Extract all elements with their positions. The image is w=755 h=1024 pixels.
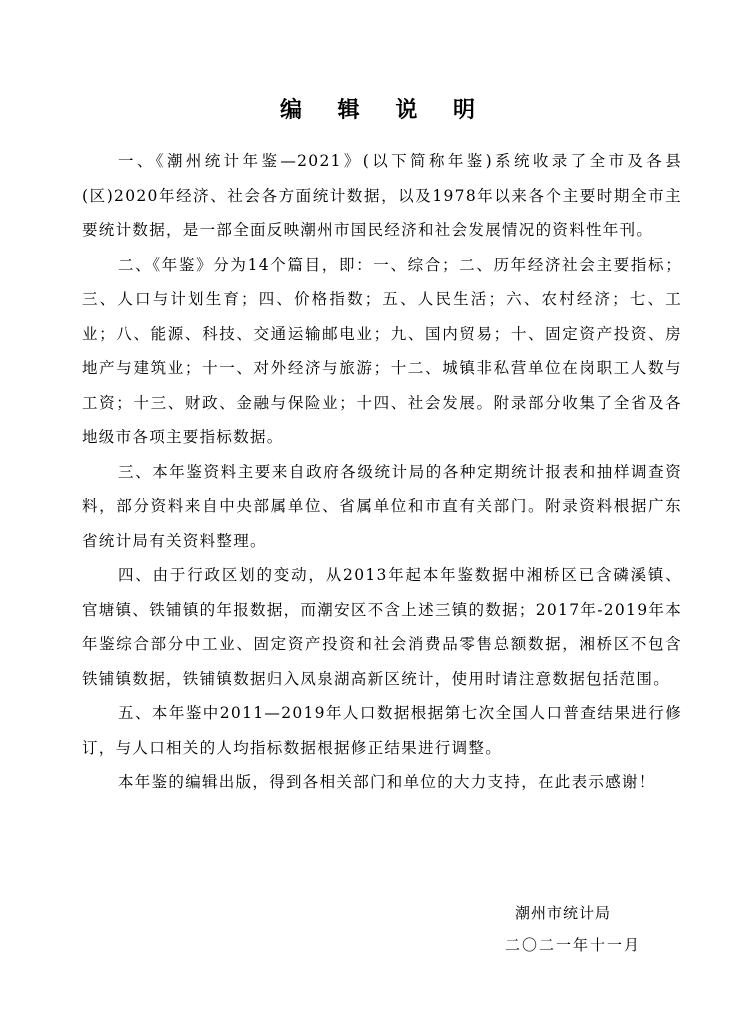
paragraph-4: 四、由于行政区划的变动，从2013年起本年鉴数据中湘桥区已含磷溪镇、官塘镇、铁铺镇的年报数据，而潮安区不含上述三镇的数据；2017年-2019年本年鉴综合部分中工业、固定资产投资和社会消费品零售总额数据，湘桥区不包含铁铺镇数据，铁铺镇数据归入凤泉湖高新区统计，使用时请注意数据包括范围。: [82, 566, 682, 688]
paragraph-3: 三、本年鉴资料主要来自政府各级统计局的各种定期统计报表和抽样调查资料，部分资料来自中央部属单位、省属单位和市直有关部门。附录资料根据广东省统计局有关资料整理。: [82, 462, 682, 550]
signature-date: 二〇二一年十一月: [505, 936, 642, 954]
paragraph-2: 二、《年鉴》分为14个篇目，即：一、综合；二、历年经济社会主要指标；三、人口与计划生育；四、价格指数；五、人民生活；六、农村经济；七、工业；八、能源、科技、交通运输邮电业；九、国内贸易；十、固定资产投资、房地产与建筑业；十一、对外经济与旅游；十二、城镇非私营单位在岗职工人数与工资；十三、财政、金融与保险业；十四、社会发展。附录部分收集了全省及各地级市各项主要指标数据。: [82, 255, 682, 446]
page-title: 编 辑 说 明: [280, 98, 489, 123]
paragraph-acknowledgement: 本年鉴的编辑出版，得到各相关部门和单位的大力支持，在此表示感谢！: [118, 773, 656, 791]
paragraph-5: 五、本年鉴中2011—2019年人口数据根据第七次全国人口普查结果进行修订，与人口相关的人均指标数据根据修正结果进行调整。: [82, 704, 682, 757]
document-body: [82, 144, 682, 800]
signature-organization: 潮州市统计局: [515, 904, 612, 922]
paragraph-1: 一、《潮州统计年鉴—2021》(以下简称年鉴)系统收录了全市及各县(区)2020年经济、社会各方面统计数据，以及1978年以来各个主要时期全市主要统计数据，是一部全面反映潮州市国民经济和社会发展情况的资料性年刊。: [82, 152, 682, 239]
